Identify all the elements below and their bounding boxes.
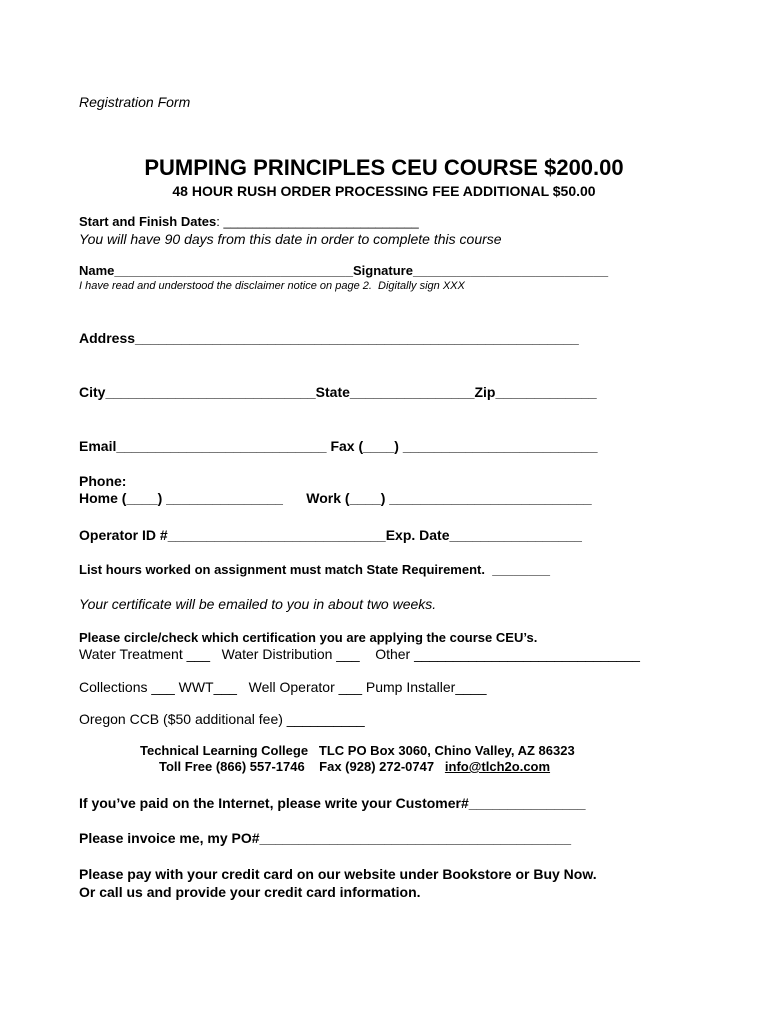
address-field-line[interactable]: Address_________________________________________________________ bbox=[79, 330, 579, 346]
form-label: Registration Form bbox=[79, 94, 191, 110]
phone-home-work-field-line[interactable]: Home (____) _______________ Work (____) __________________________ bbox=[79, 490, 592, 506]
customer-number-field-line[interactable]: If you’ve paid on the Internet, please write your Customer#_______________ bbox=[79, 795, 586, 811]
dates-note: You will have 90 days from this date in order to complete this course bbox=[79, 231, 502, 247]
email-fax-field-line[interactable]: Email___________________________ Fax (____) _________________________ bbox=[79, 438, 598, 454]
hours-worked-field-line[interactable]: List hours worked on assignment must match State Requirement. ________ bbox=[79, 562, 551, 577]
operator-id-exp-date-field-line[interactable]: Operator ID #____________________________Exp. Date_________________ bbox=[79, 527, 582, 543]
purchase-order-field-line[interactable]: Please invoice me, my PO#________________________________________ bbox=[79, 830, 571, 846]
page-subtitle: 48 HOUR RUSH ORDER PROCESSING FEE ADDITIONAL $50.00 bbox=[172, 183, 596, 199]
credit-card-note-line-2: Or call us and provide your credit card information. bbox=[79, 884, 421, 900]
name-signature-field-line[interactable]: Name_________________________________Signature___________________________ bbox=[79, 263, 609, 278]
phone-label: Phone: bbox=[79, 473, 127, 489]
page-title: PUMPING PRINCIPLES CEU COURSE $200.00 bbox=[144, 155, 624, 180]
city-state-zip-field-line[interactable]: City___________________________State________________Zip_____________ bbox=[79, 384, 597, 400]
contact-address-line: Technical Learning College TLC PO Box 3060, Chino Valley, AZ 86323 bbox=[140, 743, 575, 758]
contact-phone-line bbox=[159, 760, 550, 773]
certification-heading: Please circle/check which certification you are applying the course CEU’s. bbox=[79, 630, 538, 645]
certification-row-1[interactable]: Water Treatment ___ Water Distribution ___ Other _____________________________ bbox=[79, 646, 640, 662]
credit-card-note-line-1: Please pay with your credit card on our website under Bookstore or Buy Now. bbox=[79, 866, 597, 882]
contact-phone-fax: Toll Free (866) 557-1746 Fax (928) 272-0747 bbox=[159, 759, 445, 774]
certification-row-2[interactable]: Collections ___ WWT___ Well Operator ___ Pump Installer____ bbox=[79, 679, 487, 695]
dates-blank: : ___________________________ bbox=[216, 214, 419, 229]
disclaimer-note: I have read and understood the disclaimer notice on page 2. Digitally sign XXX bbox=[79, 280, 465, 292]
dates-field-line[interactable] bbox=[79, 215, 419, 228]
dates-label: Start and Finish Dates bbox=[79, 214, 217, 229]
certificate-note: Your certificate will be emailed to you in about two weeks. bbox=[79, 596, 437, 612]
contact-email-link[interactable]: info@tlch2o.com bbox=[444, 759, 551, 774]
certification-row-3[interactable]: Oregon CCB ($50 additional fee) __________ bbox=[79, 711, 365, 727]
